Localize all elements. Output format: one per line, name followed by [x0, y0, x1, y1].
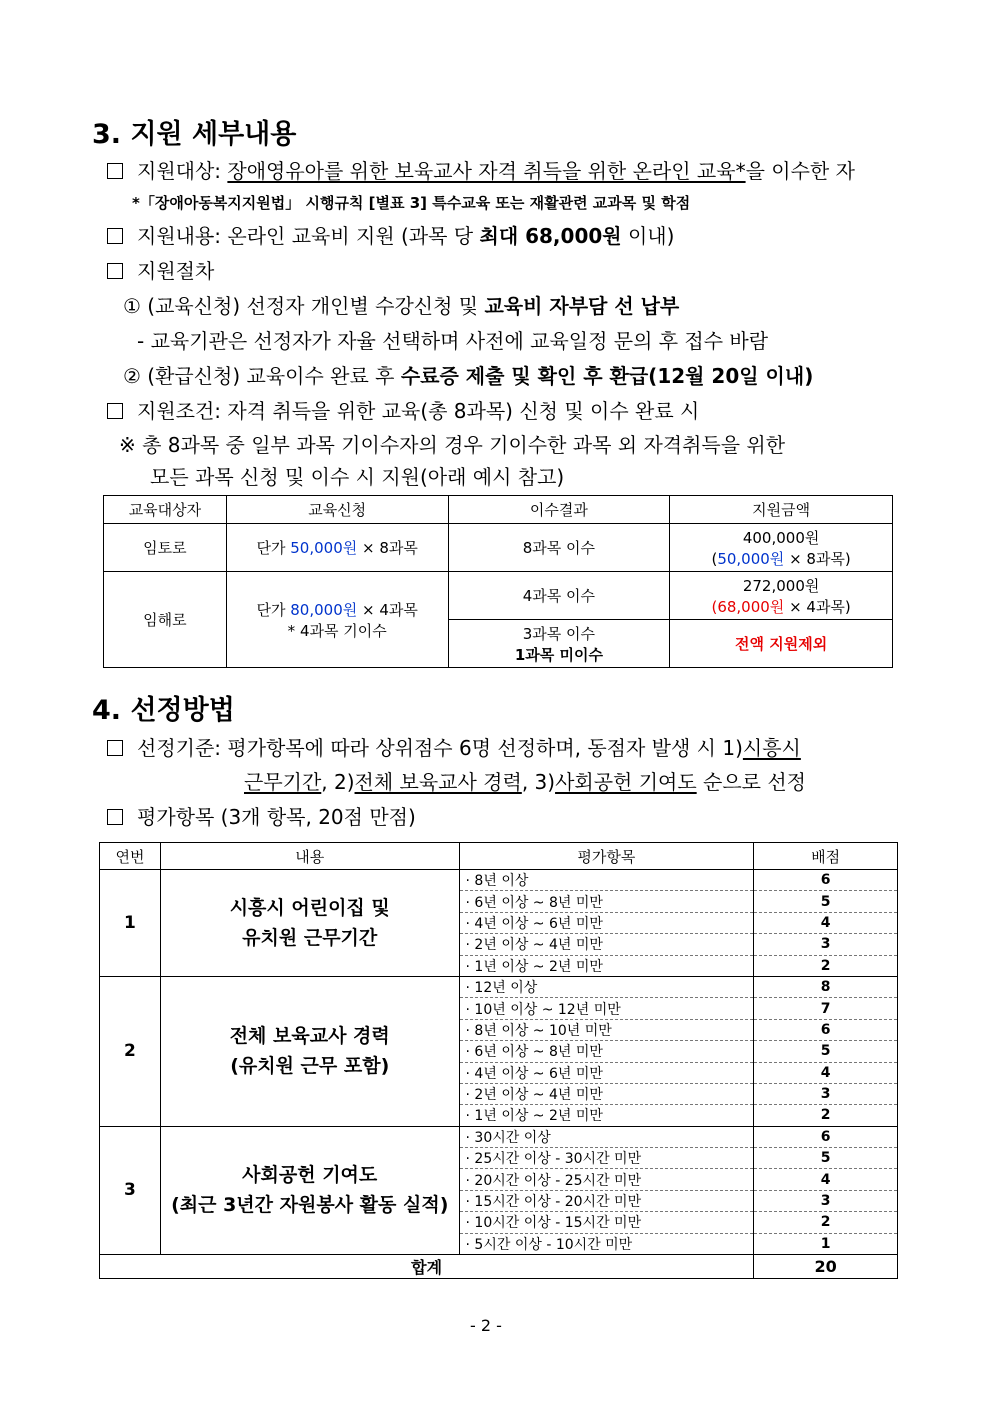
section3-title: 3. 지원 세부내용	[92, 119, 297, 150]
evaluation-score: 5	[754, 891, 898, 912]
amount-excluded: 전액 지원제외	[670, 620, 893, 668]
paren-open: (	[711, 597, 718, 616]
col-header-amount: 지원금액	[670, 496, 893, 524]
apply-suffix: × 8과목	[357, 539, 418, 557]
person-cell: 임해로	[104, 572, 227, 668]
support-target-label: 지원대상:	[137, 159, 228, 183]
evaluation-item: · 15시간 이상 - 20시간 미만	[459, 1190, 754, 1211]
amount-total: 400,000원	[742, 528, 820, 547]
amount-detail-close: × 8과목)	[784, 549, 851, 568]
group-title-line: 유치원 근무기간	[242, 926, 378, 949]
evaluation-score: 4	[754, 912, 898, 933]
step1-line	[123, 290, 679, 319]
table-row	[100, 870, 898, 891]
group-title	[160, 1126, 459, 1254]
amount-detail	[670, 548, 892, 569]
amount-detail	[670, 596, 892, 617]
col-header-score: 배점	[754, 843, 898, 870]
group-number: 2	[100, 976, 161, 1126]
condition-line	[107, 395, 699, 424]
group-number: 1	[100, 870, 161, 977]
page-number: - 2 -	[470, 1316, 502, 1335]
evaluation-score: 3	[754, 1190, 898, 1211]
evaluation-score: 6	[754, 1126, 898, 1147]
apply-cell	[226, 524, 448, 572]
amount-cell	[670, 572, 893, 620]
support-content-tail: 이내)	[621, 224, 675, 248]
procedure-label: 지원절차	[137, 259, 215, 283]
evaluation-item: · 6년 이상 ~ 8년 미만	[459, 891, 754, 912]
evaluation-item: · 12년 이상	[459, 976, 754, 997]
evaluation-item: · 4년 이상 ~ 6년 미만	[459, 912, 754, 933]
note-line1: ※ 총 8과목 중 일부 과목 기이수자의 경우 기이수한 과목 외 자격취득을 위한	[119, 433, 786, 457]
evaluation-item: · 2년 이상 ~ 4년 미만	[459, 934, 754, 955]
step2-bold: 수료증 제출 및 확인 후 환급(12월 20일 이내)	[400, 364, 814, 388]
apply-suffix: × 4과목	[357, 600, 418, 619]
evaluation-item: · 10시간 이상 - 15시간 미만	[459, 1212, 754, 1233]
evaluation-item: · 5시간 이상 - 10시간 미만	[459, 1233, 754, 1254]
evaluation-score: 7	[754, 998, 898, 1019]
criteria-underline1: 시흥시	[742, 736, 801, 760]
apply-price: 50,000원	[290, 539, 358, 557]
total-label: 합계	[100, 1255, 754, 1279]
apply-note: * 4과목 기이수	[287, 621, 387, 640]
support-content-bold: 최대 68,000원	[479, 224, 622, 248]
result-cell: 4과목 이수	[448, 572, 670, 620]
checkbox-icon	[107, 263, 123, 279]
step1-prefix: ① (교육신청) 선정자 개인별 수강신청 및	[123, 294, 485, 318]
evaluation-item: · 10년 이상 ~ 12년 미만	[459, 998, 754, 1019]
result-line1: 3과목 이수	[522, 624, 596, 643]
person-cell: 임토로	[104, 524, 227, 572]
evaluation-item: · 1년 이상 ~ 2년 미만	[459, 1105, 754, 1126]
evaluation-score: 2	[754, 1212, 898, 1233]
paren-open: (	[711, 549, 718, 568]
criteria-prefix: 선정기준: 평가항목에 따라 상위점수 6명 선정하며, 동점자 발생 시 1)	[137, 736, 743, 760]
col-header-content: 내용	[160, 843, 459, 870]
evaluation-item: · 2년 이상 ~ 4년 미만	[459, 1083, 754, 1104]
evaluation-score: 2	[754, 1105, 898, 1126]
group-title-line: (최근 3년간 자원봉사 활동 실적)	[171, 1194, 449, 1217]
step1-note: - 교육기관은 선정자가 자율 선택하며 사전에 교육일정 문의 후 접수 바람	[137, 329, 769, 353]
result-cell	[448, 620, 670, 668]
evaluation-score: 8	[754, 976, 898, 997]
criteria-underline1b: 근무기간	[244, 770, 322, 794]
col-header-item: 평가항목	[459, 843, 754, 870]
amount-detail-close: × 4과목)	[784, 597, 851, 616]
group-title-line: 전체 보육교사 경력	[229, 1025, 390, 1048]
group-title	[160, 976, 459, 1126]
note-line2: 모든 과목 신청 및 이수 시 지원(아래 예시 참고)	[150, 465, 565, 489]
criteria-sep2: , 3)	[521, 770, 556, 794]
step2-prefix: ② (환급신청) 교육이수 완료 후	[123, 364, 401, 388]
checkbox-icon	[107, 163, 123, 179]
evaluation-score: 3	[754, 1083, 898, 1104]
footnote: *「장애아동복지지원법」 시행규칙 [별표 3] 특수교육 또는 재활관련 교과목 및 학점	[132, 194, 691, 212]
evaluation-table	[99, 842, 898, 1279]
criteria-sep1: , 2)	[321, 770, 355, 794]
support-content-label: 지원내용: 온라인 교육비 지원 (과목 당	[137, 224, 480, 248]
table-row	[100, 976, 898, 997]
evaluation-item: · 6년 이상 ~ 8년 미만	[459, 1041, 754, 1062]
apply-cell	[226, 572, 448, 668]
result-cell: 8과목 이수	[448, 524, 670, 572]
evaluation-item: · 25시간 이상 - 30시간 미만	[459, 1148, 754, 1169]
amount-detail-price: 68,000원	[717, 597, 785, 616]
support-example-table	[103, 495, 893, 668]
evaluation-item: · 8년 이상 ~ 10년 미만	[459, 1019, 754, 1040]
table-row	[100, 1126, 898, 1147]
support-target-line	[107, 155, 855, 184]
evaluation-score: 3	[754, 934, 898, 955]
col-header-person: 교육대상자	[104, 496, 227, 524]
items-label: 평가항목 (3개 항목, 20점 만점)	[137, 805, 416, 829]
table-row	[104, 572, 893, 620]
evaluation-item: · 1년 이상 ~ 2년 미만	[459, 955, 754, 976]
support-target-tail: 을 이수한 자	[745, 159, 855, 183]
checkbox-icon	[107, 228, 123, 244]
group-number: 3	[100, 1126, 161, 1254]
amount-total: 272,000원	[742, 576, 820, 595]
evaluation-item: · 8년 이상	[459, 870, 754, 891]
criteria-tail: 순으로 선정	[696, 770, 806, 794]
evaluation-score: 1	[754, 1233, 898, 1254]
criteria-underline2: 전체 보육교사 경력	[354, 770, 522, 794]
criteria-underline3: 사회공헌 기여도	[555, 770, 697, 794]
result-line2: 1과목 미이수	[514, 645, 603, 664]
group-title-line: 시흥시 어린이집 및	[229, 896, 390, 919]
amount-detail-price: 50,000원	[717, 549, 785, 568]
step2-line	[123, 360, 813, 389]
amount-cell	[670, 524, 893, 572]
checkbox-icon	[107, 403, 123, 419]
evaluation-score: 4	[754, 1169, 898, 1190]
evaluation-item: · 30시간 이상	[459, 1126, 754, 1147]
total-value: 20	[754, 1255, 898, 1279]
apply-price: 80,000원	[290, 600, 358, 619]
step1-bold: 교육비 자부담 선 납부	[484, 294, 680, 318]
evaluation-score: 6	[754, 1019, 898, 1040]
criteria-line2	[244, 766, 806, 795]
section4-title: 4. 선정방법	[92, 695, 235, 726]
table-row	[104, 524, 893, 572]
col-header-result: 이수결과	[448, 496, 670, 524]
support-target-underlined: 장애영유아를 위한 보육교사 자격 취득을 위한 온라인 교육*	[227, 159, 746, 183]
evaluation-score: 6	[754, 870, 898, 891]
col-header-apply: 교육신청	[226, 496, 448, 524]
condition-text: 지원조건: 자격 취득을 위한 교육(총 8과목) 신청 및 이수 완료 시	[137, 399, 700, 423]
evaluation-item: · 20시간 이상 - 25시간 미만	[459, 1169, 754, 1190]
evaluation-score: 2	[754, 955, 898, 976]
apply-prefix: 단가	[256, 600, 291, 619]
checkbox-icon	[107, 740, 123, 756]
checkbox-icon	[107, 809, 123, 825]
criteria-line1	[107, 732, 801, 761]
items-line	[107, 801, 416, 830]
procedure-line	[107, 255, 214, 284]
evaluation-score: 4	[754, 1062, 898, 1083]
evaluation-score: 5	[754, 1148, 898, 1169]
support-content-line	[107, 220, 674, 249]
col-header-num: 연번	[100, 843, 161, 870]
apply-prefix: 단가	[256, 539, 291, 557]
group-title-line: 사회공헌 기여도	[242, 1164, 378, 1187]
apply-line	[227, 599, 448, 620]
evaluation-item: · 4년 이상 ~ 6년 미만	[459, 1062, 754, 1083]
group-title	[160, 870, 459, 977]
group-title-line: (유치원 근무 포함)	[230, 1055, 390, 1078]
evaluation-score: 5	[754, 1041, 898, 1062]
